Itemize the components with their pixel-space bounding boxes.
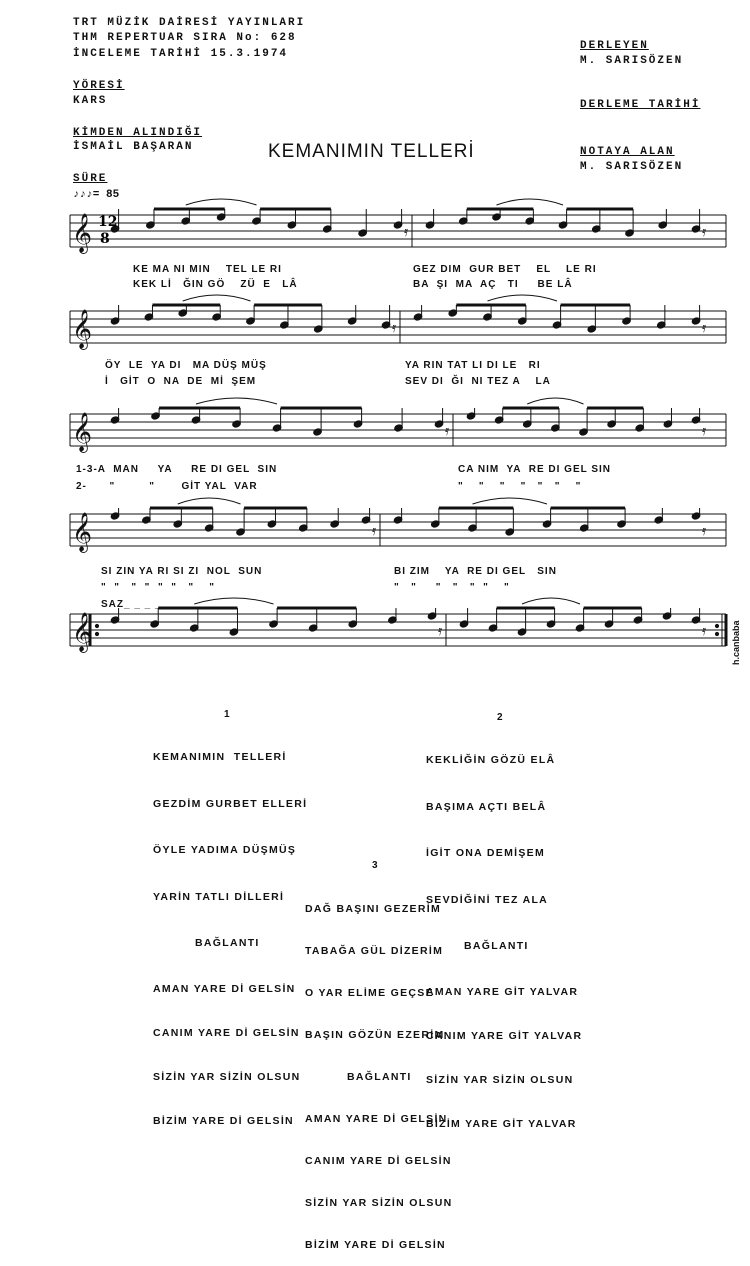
time-signature-bottom: 8 [100,231,110,247]
treble-clef: 𝄞 [72,612,93,652]
slur [183,295,251,301]
verse3-refrain-line: AMAN YARE Dİ GELSİN [305,1113,448,1125]
compiler-label: DERLEYEN [580,40,649,52]
rest: 𝄿 [702,423,707,439]
slur [473,498,548,504]
lyric-s3-right-a: CA NIM YA RE DI GEL SIN [458,464,611,475]
saz-instrumental-label: SAZ_ _ _ _ [101,599,162,610]
notation-label: NOTAYA ALAN [580,146,675,158]
lyric-s2-right-b: SEV DI ĞI NI TEZ A LA [405,376,551,387]
slur [194,598,273,604]
lyric-s2-right-a: YA RIN TAT LI DI LE RI [405,360,541,371]
tempo-mark: ♪♪♪= 85 [73,189,120,201]
verse1-refrain-line: BİZİM YARE Dİ GELSİN [153,1114,294,1127]
slur [497,199,564,205]
verse3-refrain-title: BAĞLANTI [347,1071,412,1083]
lyric-s1-left-b: KEK Lİ ĞIN GÖ ZÜ E LÂ [133,279,298,290]
verse1-refrain-line: CANIM YARE Dİ GELSİN [153,1026,300,1039]
verse1-refrain-line: AMAN YARE Dİ GELSİN [153,982,296,995]
rest: 𝄿 [702,320,707,336]
rest: 𝄿 [438,623,443,639]
verse3-line: TABAĞA GÜL DİZERİM [305,945,444,957]
verse3-refrain-line: CANIM YARE Dİ GELSİN [305,1155,452,1167]
repeat-dot [715,632,718,635]
song-title: KEMANIMIN TELLERİ [268,141,475,162]
lyric-s4-left-a: SI ZIN YA RI SI ZI NOL SUN [101,566,263,577]
verse1-line: GEZDİM GURBET ELLERİ [153,797,308,810]
verse1 [153,719,307,1143]
lyric-s1-right-a: GEZ DIM GUR BET EL LE RI [413,264,597,275]
compiler-value: M. SARISÖZEN [580,55,684,67]
repeat-dot [715,624,718,627]
slur [488,295,558,301]
verse2-refrain-line: AMAN YARE GİT YALVAR [426,985,579,998]
verse3-line: DAĞ BAŞINI GEZERİM [305,903,441,915]
verse3 [305,874,453,1266]
repertoire-number: THM REPERTUAR SIRA No: 628 [73,32,297,44]
verse1-line: ÖYLE YADIMA DÜŞMÜŞ [153,844,297,856]
rest: 𝄿 [702,224,707,240]
verse2-line: SEVDİĞİNİ TEZ ALA [426,893,549,906]
lyric-s2-left-b: İ GİT O NA DE Mİ ŞEM [105,376,257,387]
treble-clef: 𝄞 [72,512,93,552]
slur [186,199,257,205]
rest: 𝄿 [702,523,707,539]
duration-label: SÜRE [73,173,108,185]
publisher-line: TRT MÜZİK DAİRESİ YAYINLARI [73,17,306,29]
treble-clef: 𝄞 [72,213,93,253]
verse2-refrain-line: CANIM YARE GİT YALVAR [426,1029,583,1042]
time-signature-top: 12 [98,214,118,230]
verse1-refrain-line: SİZİN YAR SİZİN OLSUN [153,1070,301,1083]
lyric-s1-right-b: BA ŞI MA AÇ TI BE LÂ [413,279,573,290]
repeat-dot [95,624,98,627]
verse3-line: BAŞIN GÖZÜN EZERİM [305,1029,445,1041]
lyric-s2-left-a: ÖY LE YA DI MA DÜŞ MÜŞ [105,360,267,371]
verse2-number: 2 [497,712,503,723]
verse2-refrain-line: BİZİM YARE GİT YALVAR [426,1117,577,1130]
treble-clef: 𝄞 [72,309,93,349]
treble-clef: 𝄞 [72,412,93,452]
verse2-refrain-title: BAĞLANTI [464,940,529,952]
lyric-s4-right-b: " " " " " " " [394,582,510,593]
verse1-refrain-title: BAĞLANTI [195,937,260,949]
rest: 𝄿 [392,320,397,336]
region-label: YÖRESİ [73,80,125,92]
verse2-line: BAŞIMA AÇTI BELÂ [426,800,547,813]
repeat-dot [95,632,98,635]
slur [527,398,583,404]
source-label: KİMDEN ALINDIĞI [73,127,203,139]
verse3-line: O YAR ELİME GEÇSE [305,987,434,999]
copyist-signature [731,605,743,665]
verse1-number: 1 [224,709,230,720]
slur [522,598,580,604]
slur [196,398,277,404]
lyric-s3-left-a: 1-3-A MAN YA RE DI GEL SIN [76,464,278,475]
source-value: İSMAİL BAŞARAN [73,141,194,153]
rest: 𝄿 [372,523,377,539]
verse1-line: KEMANIMIN TELLERİ [153,751,287,763]
verse1-line: YARİN TATLI DİLLERİ [153,890,285,903]
signature-text: h.canbaba [731,620,741,665]
lyric-s1-left-a: KE MA NI MIN TEL LE RI [133,264,282,275]
notation-value: M. SARISÖZEN [580,161,684,173]
verse3-refrain-line: BİZİM YARE Dİ GELSİN [305,1239,446,1251]
lyric-s4-right-a: BI ZIM YA RE DI GEL SIN [394,566,557,577]
rest: 𝄿 [702,623,707,639]
verse3-number: 3 [372,860,378,871]
region-value: KARS [73,95,108,107]
rest: 𝄿 [404,224,409,240]
review-date: İNCELEME TARİHİ 15.3.1974 [73,48,289,60]
lyric-s3-right-b: " " " " " " " [458,481,582,492]
rest: 𝄿 [445,423,450,439]
lyric-s4-left-b: " " " " " " " " [101,582,215,593]
verse2-line: KEKLİĞİN GÖZÜ ELÂ [426,754,556,766]
verse2-line: İGİT ONA DEMİŞEM [426,847,545,859]
collection-date-label: DERLEME TARİHİ [580,99,701,111]
verse3-refrain-line: SİZİN YAR SİZİN OLSUN [305,1197,453,1209]
slur [178,498,241,504]
verse2-refrain-line: SİZİN YAR SİZİN OLSUN [426,1073,574,1086]
lyric-s3-left-b: 2- " " GİT YAL VAR [76,481,258,492]
